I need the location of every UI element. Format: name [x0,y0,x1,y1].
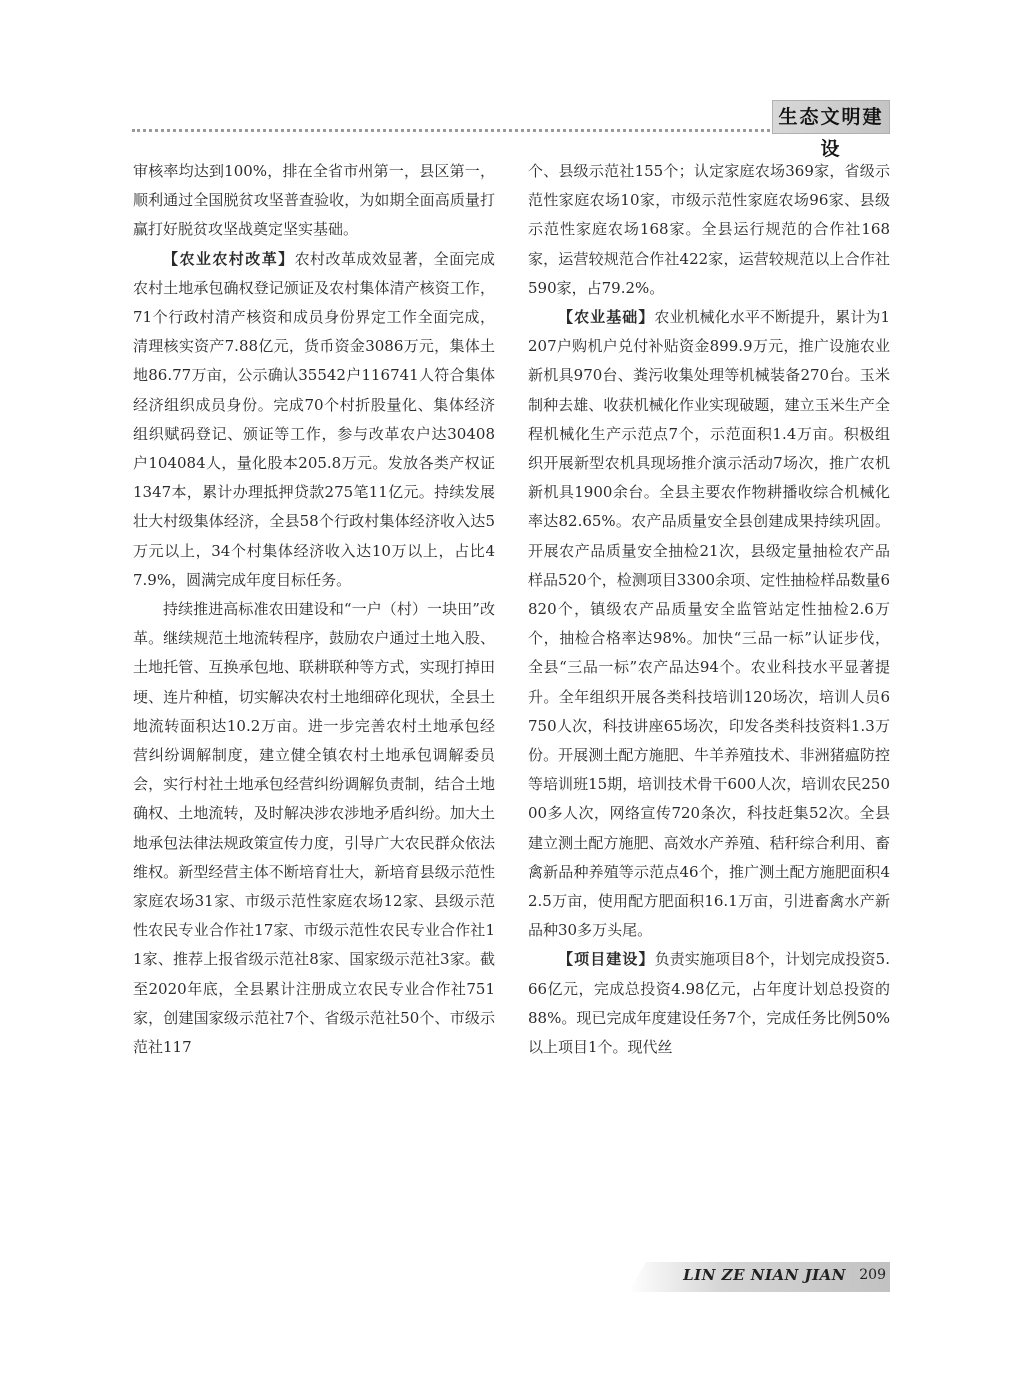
paragraph-cooperatives: 个、县级示范社155个；认定家庭农场369家，省级示范性家庭农场10家，市级示范性家庭农场96家、县级示范性家庭农场168家。全县运行规范的合作社168家，运营较规范合作社422家，运营较规范以上合作社590家，占79.2%。 [528,162,890,297]
paragraph-agri-foundation [528,303,890,945]
section-tag-rural-reform: 【农业农村改革】 [163,249,295,268]
paragraph-rural-reform-text: 农村改革成效显著，全面完成农村土地承包确权登记颁证及农村集体清产核资工作，71个行政村清产核资和成员身份界定工作全面完成，清理核实资产7.88亿元，货币资金3086万元，集体土地86.77万亩，公示确认35542户116741人符合集体经济组织成员身份。完成70个村折股量化、集体经济组织赋码登记、颁证等工作，参与改革农户达30408户104084人，量化股本205.8万元。发放各类产权证1347本，累计办理抵押贷款275笔11亿元。持续发展壮大村级集体经济，全县58个行政村集体经济收入达5万元以上，34个村集体经济收入达10万以上，占比47.9%，圆满完成年度目标任务。 [133,249,495,589]
running-footer [628,1262,890,1292]
left-column [133,157,495,1062]
page-number: 209 [859,1267,886,1283]
section-title: 生态文明建设 [772,100,890,134]
paragraph-agri-foundation-text: 农业机械化水平不断提升，累计为1207户购机户兑付补贴资金899.9万元，推广设施农业新机具970台、粪污收集处理等机械装备270台。玉米制种去雄、收获机械化作业实现破题，建立玉米生产全程机械化生产示范点7个，示范面积1.4万亩。积极组织开展新型农机具现场推介演示活动7场次，推广农机新机具1900余台。全县主要农作物耕播收综合机械化率达82.65%。农产品质量安全县创建成果持续巩固。开展农产品质量安全抽检21次，县级定量抽检农产品样品520个，检测项目3300余项、定性抽检样品数量6820个，镇级农产品质量安全监管站定性抽检2.6万个，抽检合格率达98%。加快“三品一标”认证步伐，全县“三品一标”农产品达94个。农业科技水平显著提升。全年组织开展各类科技培训120场次，培训人员6750人次，科技讲座65场次，印发各类科技资料1.3万份。开展测土配方施肥、牛羊养殖技术、非洲猪瘟防控等培训班15期，培训技术骨干600人次，培训农民25000多人次，网络宣传720条次，科技赶集52次。全县建立测土配方施肥、高效水产养殖、秸秆综合利用、畜禽新品种养殖等示范点46个，推广测土配方施肥面积42.5万亩，使用配方肥面积16.1万亩，引进畜禽水产新品种30多万头尾。 [528,308,890,940]
journal-name: LIN ZE NIAN JIAN [683,1266,846,1284]
paragraph-rural-reform [133,245,495,595]
paragraph-continued: 审核率均达到100%，排在全省市州第一，县区第一，顺利通过全国脱贫攻坚普查验收，为如期全面高质量打赢打好脱贫攻坚战奠定坚实基础。 [133,162,495,239]
paragraph-project-construction [528,945,890,1062]
running-header [132,100,890,160]
paragraph-project-construction-text: 负责实施项目8个，计划完成投资5.66亿元，完成总投资4.98亿元，占年度计划总投资的88%。现已完成年度建设任务7个，完成任务比例50%以上项目1个。现代丝 [528,950,890,1057]
section-tag-agri-foundation: 【农业基础】 [558,308,655,327]
paragraph-farmland: 持续推进高标准农田建设和“一户（村）一块田”改革。继续规范土地流转程序，鼓励农户通过土地入股、土地托管、互换承包地、联耕联种等方式，实现打掉田埂、连片种植，切实解决农村土地细碎化现状，全县土地流转面积达10.2万亩。进一步完善农村土地承包经营纠纷调解制度，建立健全镇农村土地承包调解委员会，实行村社土地承包经营纠纷调解负责制，结合土地确权、土地流转，及时解决涉农涉地矛盾纠纷。加大土地承包法律法规政策宣传力度，引导广大农民群众依法维权。新型经营主体不断培育壮大，新培育县级示范性家庭农场31家、市级示范性家庭农场12家、县级示范性农民专业合作社17家、市级示范性农民专业合作社11家、推荐上报省级示范社8家、国家级示范社3家。截至2020年底，全县累计注册成立农民专业合作社751家，创建国家级示范社7个、省级示范社50个、市级示范社117 [133,600,495,1057]
header-dotted-rule [132,129,770,132]
right-column [528,157,890,1062]
section-tag-project-construction: 【项目建设】 [558,950,655,969]
